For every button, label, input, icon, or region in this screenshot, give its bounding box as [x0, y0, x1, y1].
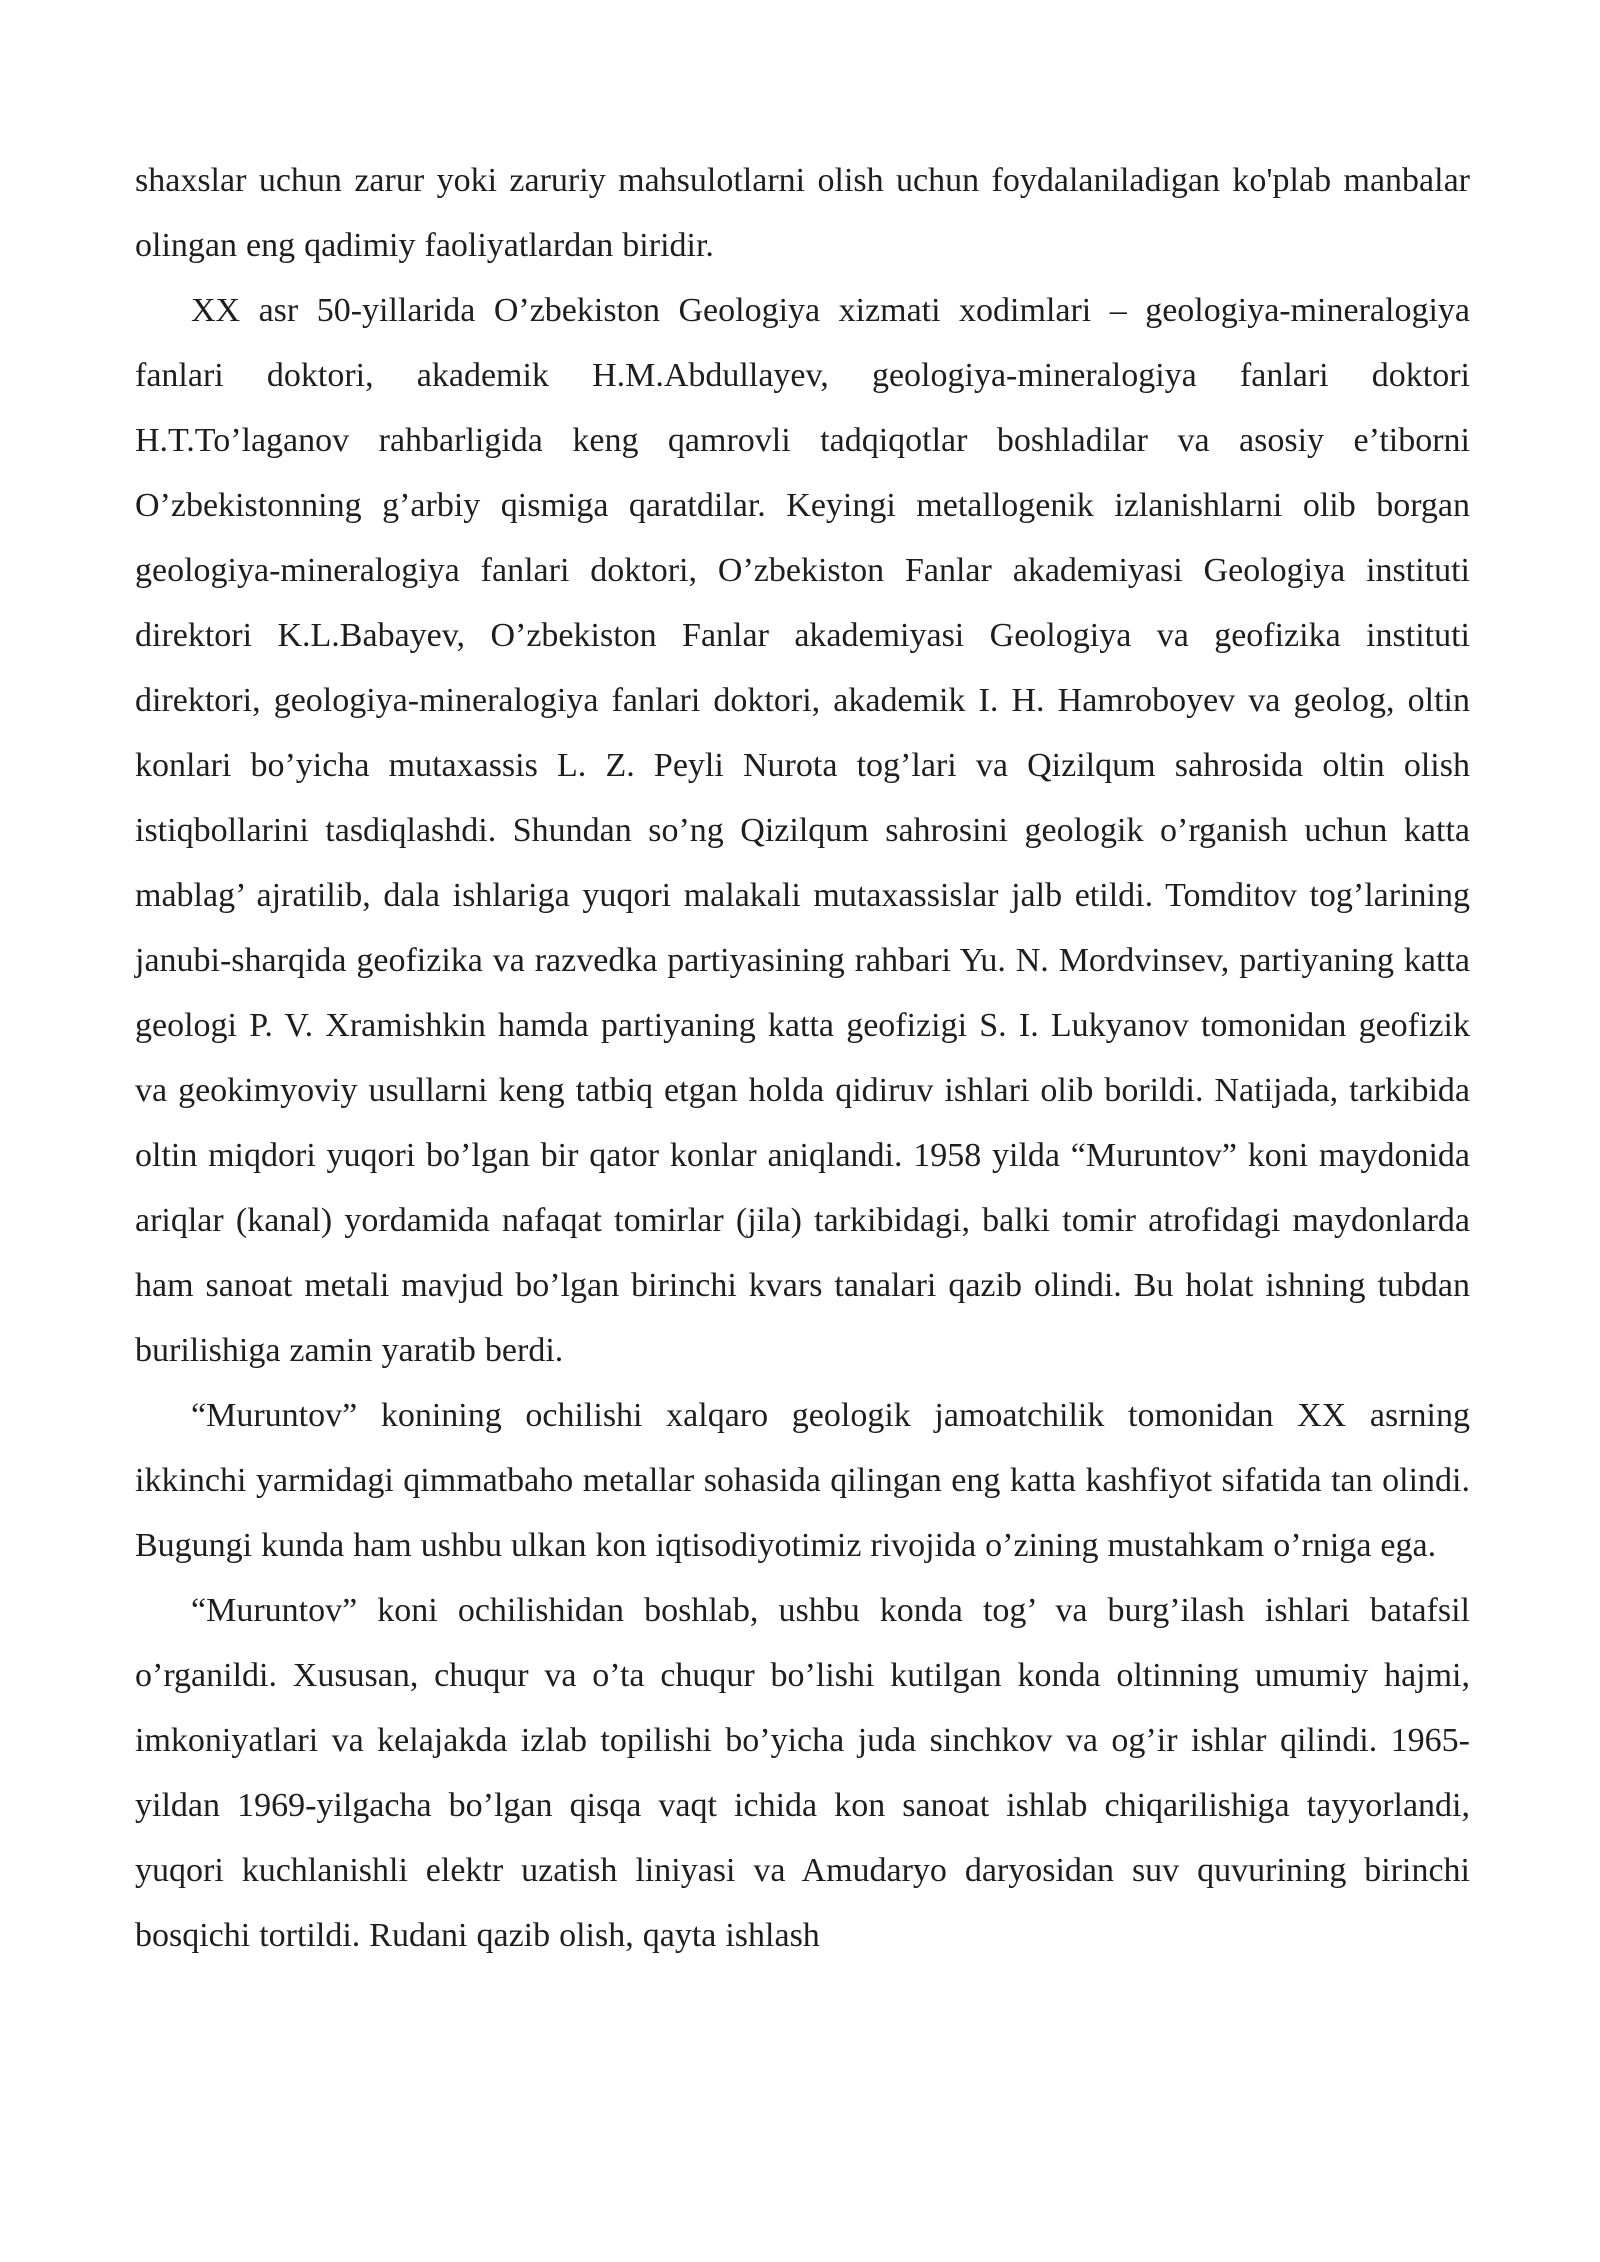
paragraph-3: “Muruntov” konining ochilishi xalqaro geologik jamoatchilik tomonidan XX asrning ikkinchi yarmidagi qimmatbaho metallar sohasida qilingan eng katta kashfiyot sifatida tan olindi. Bugungi kunda ham ushbu ulkan kon iqtisodiyotimiz rivojida o’zining mustahkam o’rniga ega. [135, 1397, 1470, 1564]
paragraph-2: XX asr 50-yillarida O’zbekiston Geologiya xizmati xodimlari – geologiya-mineralogiya fanlari doktori, akademik H.M.Abdullayev, geologiya-mineralogiya fanlari doktori H.T.To’laganov rahbarligida keng qamrovli tadqiqotlar boshladilar va asosiy e’tiborni O’zbekistonning g’arbiy qismiga qaratdilar. Keyingi metallogenik izlanishlarni olib borgan geologiya-mineralogiya fanlari doktori, O’zbekiston Fanlar akademiyasi Geologiya instituti direktori K.L.Babayev, O’zbekiston Fanlar akademiyasi Geologiya va geofizika instituti direktori, geologiya-mineralogiya fanlari doktori, akademik I. H. Hamroboyev va geolog, oltin konlari bo’yicha mutaxassis L. Z. Peyli Nurota tog’lari va Qizilqum sahrosida oltin olish istiqbollarini tasdiqlashdi. Shundan so’ng Qizilqum sahrosini geologik o’rganish uchun katta mablag’ ajratilib, dala ishlariga yuqori malakali mutaxassislar jalb etildi. Tomditov tog’larining janubi-sharqida geofizika va razvedka partiyasining rahbari Yu. N. Mordvinsev, partiyaning katta geologi P. V. Xramishkin hamda partiyaning katta geofizigi S. I. Lukyanov tomonidan geofizik va geokimyoviy usullarni keng tatbiq etgan holda qidiruv ishlari olib borildi. Natijada, tarkibida oltin miqdori yuqori bo’lgan bir qator konlar aniqlandi. 1958 yilda “Muruntov” koni maydonida ariqlar (kanal) yordamida nafaqat tomirlar (jila) tarkibidagi, balki tomir atrofidagi maydonlarda ham sanoat metali mavjud bo’lgan birinchi kvars tanalari qazib olindi. Bu holat ishning tubdan burilishiga zamin yaratib berdi. [135, 292, 1470, 1369]
paragraph-1: shaxslar uchun zarur yoki zaruriy mahsulotlarni olish uchun foydalaniladigan ko'plab manbalar olingan eng qadimiy faoliyatlardan biridir. [135, 162, 1470, 264]
paragraph-4: “Muruntov” koni ochilishidan boshlab, ushbu konda tog’ va burg’ilash ishlari batafsil o’rganildi. Xususan, chuqur va o’ta chuqur bo’lishi kutilgan konda oltinning umumiy hajmi, imkoniyatlari va kelajakda izlab topilishi bo’yicha juda sinchkov va og’ir ishlar qilindi. 1965-yildan 1969-yilgacha bo’lgan qisqa vaqt ichida kon sanoat ishlab chiqarilishiga tayyorlandi, yuqori kuchlanishli elektr uzatish liniyasi va Amudaryo daryosidan suv quvurining birinchi bosqichi tortildi. Rudani qazib olish, qayta ishlash [135, 1592, 1470, 1954]
